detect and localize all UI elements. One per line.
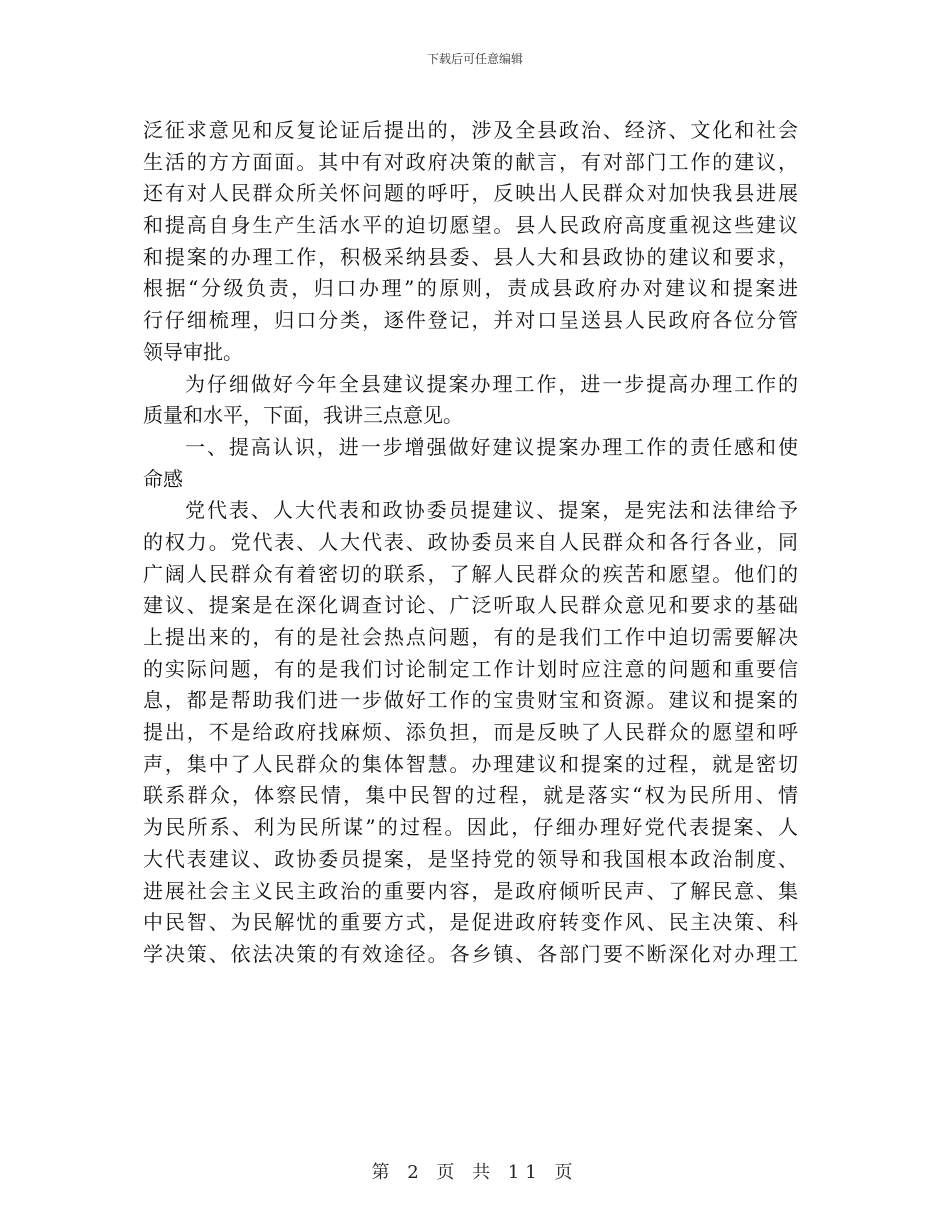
text-line: 生活的方方面面。其中有对政府决策的献言，有对部门工作的建议， <box>143 149 798 174</box>
text-line: 和提案的办理工作，积极采纳县委、县人大和县政协的建议和要求， <box>143 244 798 269</box>
text-line: 和提高自身生产生活水平的迫切愿望。县人民政府高度重视这些建议 <box>143 213 798 238</box>
text-line: 上提出来的，有的是社会热点问题，有的是我们工作中迫切需要解决 <box>143 625 798 649</box>
text-line: 建议、提案是在深化调查讨论、广泛听取人民群众意见和要求的基础 <box>143 593 798 618</box>
text-line: 的实际问题，有的是我们讨论制定工作计划时应注意的问题和重要信 <box>143 656 798 681</box>
text-line: 领导审批。 <box>143 339 243 364</box>
text-line: 命感 <box>143 466 183 491</box>
text-line: 一、提高认识，进一步增强做好建议提案办理工作的责任感和使 <box>185 434 798 459</box>
page-number-footer: 第 2 页 共 11 页 <box>371 1162 579 1183</box>
text-line: 大代表建议、政协委员提案，是坚持党的领导和我国根本政治制度、 <box>143 846 798 871</box>
text-line: 广阔人民群众有着密切的联系，了解人民群众的疾苦和愿望。他们的 <box>143 561 798 586</box>
text-line: 行仔细梳理，归口分类，逐件登记，并对口呈送县人民政府各位分管 <box>143 308 798 333</box>
text-line: 联系群众，体察民情，集中民智的过程，就是落实“权为民所用、情 <box>143 783 798 808</box>
text-line: 为仔细做好今年全县建议提案办理工作，进一步提高办理工作的 <box>185 371 798 396</box>
text-line: 中民智、为民解忧的重要方式，是促进政府转变作风、民主决策、科 <box>143 910 798 935</box>
text-line: 根据“分级负责，归口办理”的原则，责成县政府办对建议和提案进 <box>143 276 798 301</box>
page-header-note: 下载后可任意编辑 <box>426 52 523 66</box>
text-line: 学决策、依法决策的有效途径。各乡镇、各部门要不断深化对办理工 <box>143 941 798 966</box>
text-line: 为民所系、利为民所谋”的过程。因此，仔细办理好党代表提案、人 <box>143 815 798 840</box>
text-line: 质量和水平，下面，我讲三点意见。 <box>143 403 463 428</box>
text-line: 提出，不是给政府找麻烦、添负担，而是反映了人民群众的愿望和呼 <box>143 720 798 745</box>
text-line: 声，集中了人民群众的集体智慧。办理建议和提案的过程，就是密切 <box>143 751 798 776</box>
text-line: 党代表、人大代表和政协委员提建议、提案，是宪法和法律给予 <box>185 498 798 523</box>
text-line: 息，都是帮助我们进一步做好工作的宝贵财宝和资源。建议和提案的 <box>143 688 798 713</box>
document-body <box>143 115 798 971</box>
text-line: 进展社会主义民主政治的重要内容，是政府倾听民声、了解民意、集 <box>143 878 798 903</box>
text-line: 还有对人民群众所关怀问题的呼吁，反映出人民群众对加快我县进展 <box>143 181 798 206</box>
text-line: 泛征求意见和反复论证后提出的，涉及全县政治、经济、文化和社会 <box>143 118 798 142</box>
text-line: 的权力。党代表、人大代表、政协委员来自人民群众和各行各业，同 <box>143 529 798 554</box>
